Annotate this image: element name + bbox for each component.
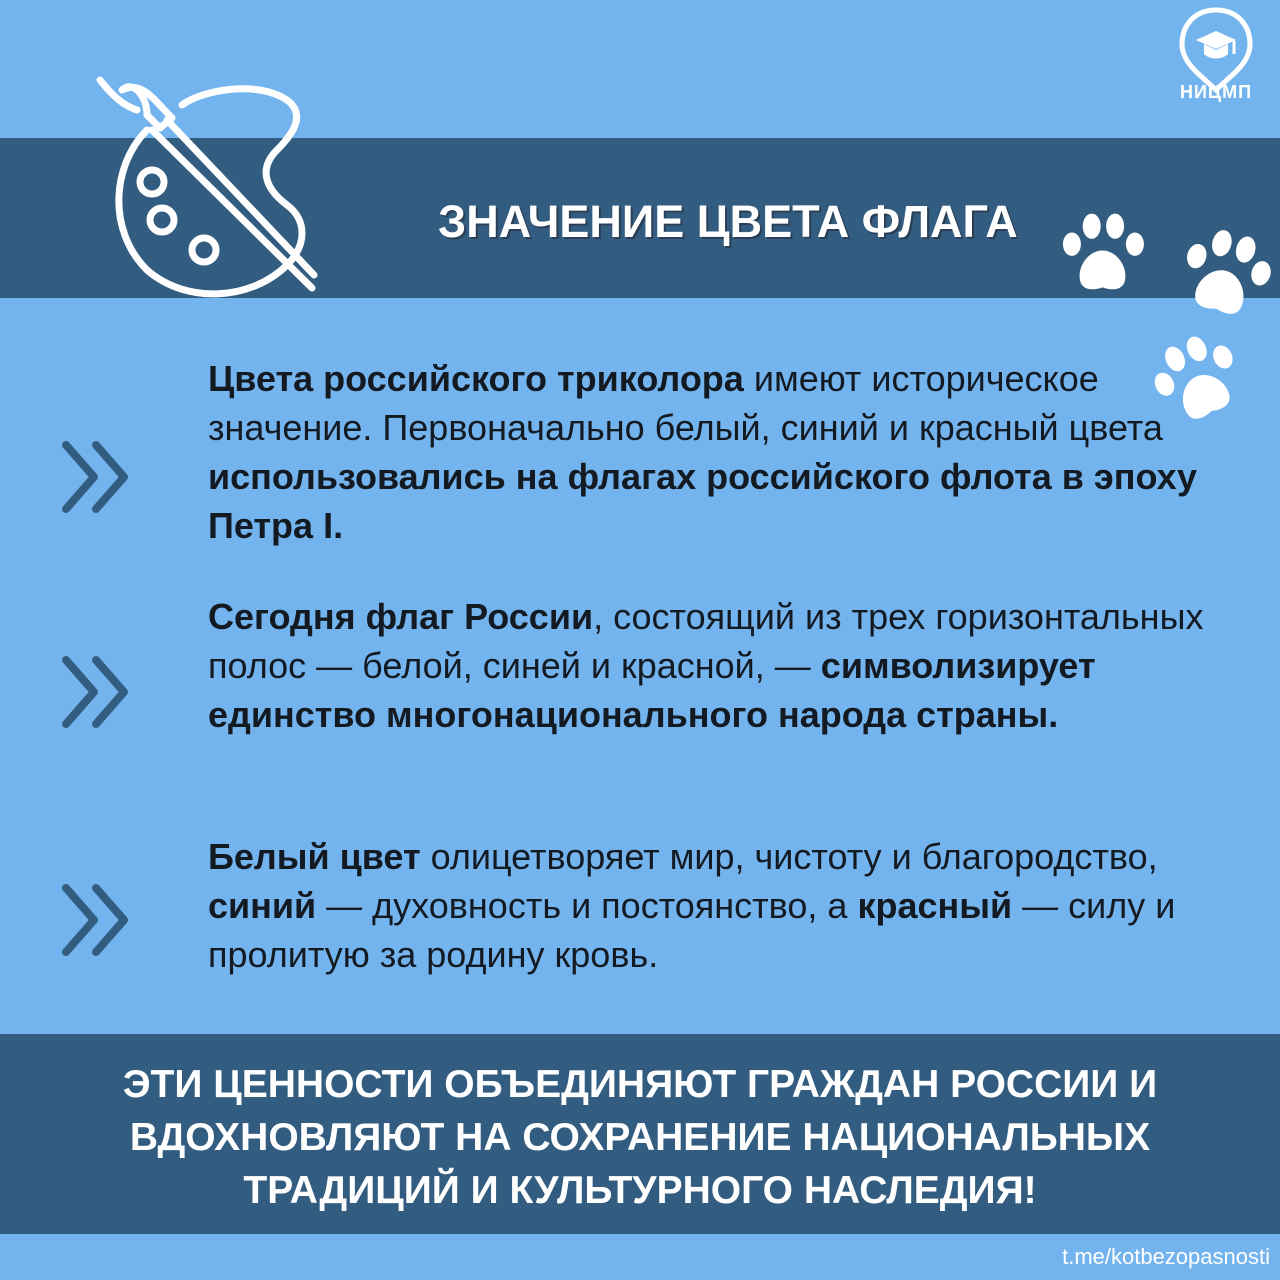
regular-text: олицетворяет мир, чистоту и благородство,	[420, 836, 1158, 877]
info-paragraph-3	[208, 832, 1218, 979]
paw-print-icon	[1055, 210, 1150, 300]
footer-slogan: ЭТИ ЦЕННОСТИ ОБЪЕДИНЯЮТ ГРАЖДАН РОССИИ И ВДОХНОВЛЯЮТ НА СОХРАНЕНИЕ НАЦИОНАЛЬНЫХ ТРАДИЦИЙ И КУЛЬТУРНОГО НАСЛЕДИЯ!	[122, 1063, 1158, 1212]
double-chevron-icon	[58, 437, 138, 517]
regular-text: имеют историческое значение. Первоначально белый, синий и красный цвета	[208, 358, 1163, 448]
bold-text: использовались на флагах российского флота в эпоху Петра I.	[208, 456, 1198, 546]
bold-text: синий	[208, 885, 317, 926]
paw-print-icon	[1175, 228, 1275, 323]
double-chevron-icon	[58, 652, 138, 732]
bold-text: Цвета российского триколора	[208, 358, 744, 399]
info-paragraph-1	[208, 354, 1218, 550]
bold-text: красный	[857, 885, 1013, 926]
info-paragraph-2	[208, 592, 1218, 739]
bold-text: символизирует единство многонационального народа страны.	[208, 645, 1096, 735]
bold-text: Белый цвет	[208, 836, 421, 877]
double-chevron-icon	[58, 880, 138, 960]
bold-text: Сегодня флаг России	[208, 596, 594, 637]
logo-text: НИЦМП	[1179, 82, 1253, 102]
telegram-link[interactable]: t.me/kotbezopasnosti	[1062, 1244, 1270, 1269]
page-title: ЗНАЧЕНИЕ ЦВЕТА ФЛАГА	[438, 196, 1018, 247]
regular-text: , состоящий из трех горизонтальных полос — белой, синей и красной, —	[208, 596, 1204, 686]
regular-text: — силу и пролитую за родину кровь.	[208, 885, 1176, 975]
regular-text: — духовность и постоянство, а	[316, 885, 858, 926]
palette-brush-icon	[92, 70, 332, 310]
